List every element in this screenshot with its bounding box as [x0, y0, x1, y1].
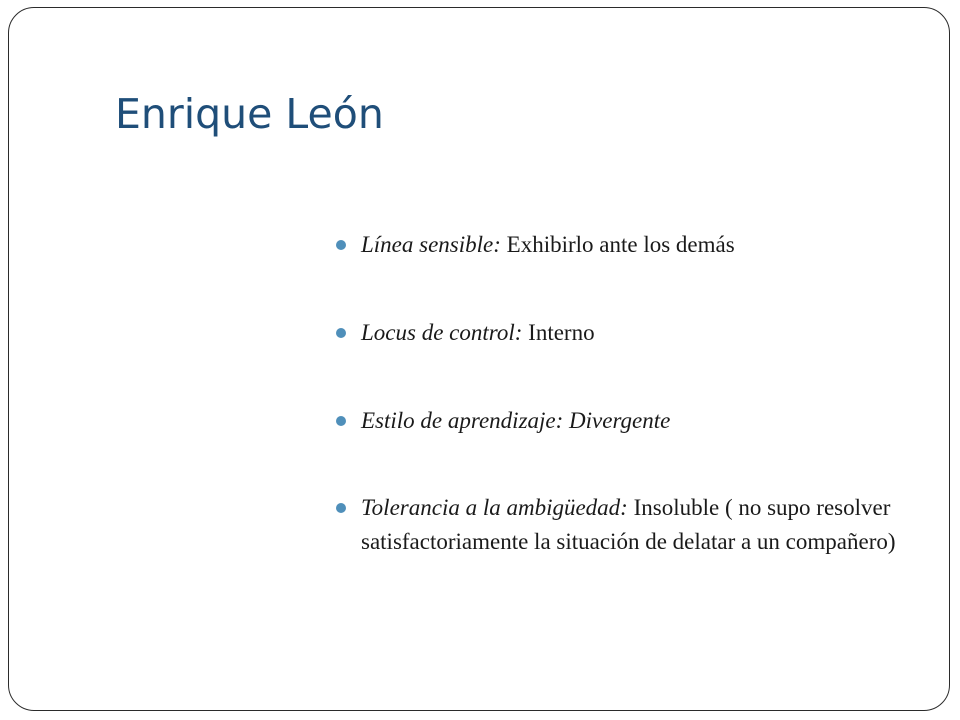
bullet-dot-icon — [336, 240, 346, 250]
bullet-text: Insoluble ( no supo resolver satisfactoriamente la situación de delatar a un compañero) — [361, 495, 896, 554]
bullet-label: Tolerancia a la ambigüedad: — [361, 495, 628, 520]
bullet-text: Exhibirlo ante los demás — [500, 232, 735, 257]
bullet-label: Estilo de aprendizaje: Divergente — [361, 408, 671, 433]
bullet-text: Interno — [522, 320, 595, 345]
bullet-item-linea-sensible — [335, 228, 925, 262]
bullet-label: Locus de control: — [361, 320, 523, 345]
slide — [8, 7, 950, 711]
bullet-dot-icon — [336, 416, 346, 426]
bullet-dot-icon — [336, 503, 346, 513]
bullet-item-locus-de-control — [335, 316, 925, 350]
bullet-list — [335, 228, 925, 559]
bullet-item-tolerancia-ambiguedad — [335, 491, 925, 559]
bullet-dot-icon — [336, 328, 346, 338]
slide-title: Enrique León — [115, 90, 384, 138]
bullet-label: Línea sensible: — [361, 232, 501, 257]
bullet-item-estilo-de-aprendizaje — [335, 404, 925, 438]
